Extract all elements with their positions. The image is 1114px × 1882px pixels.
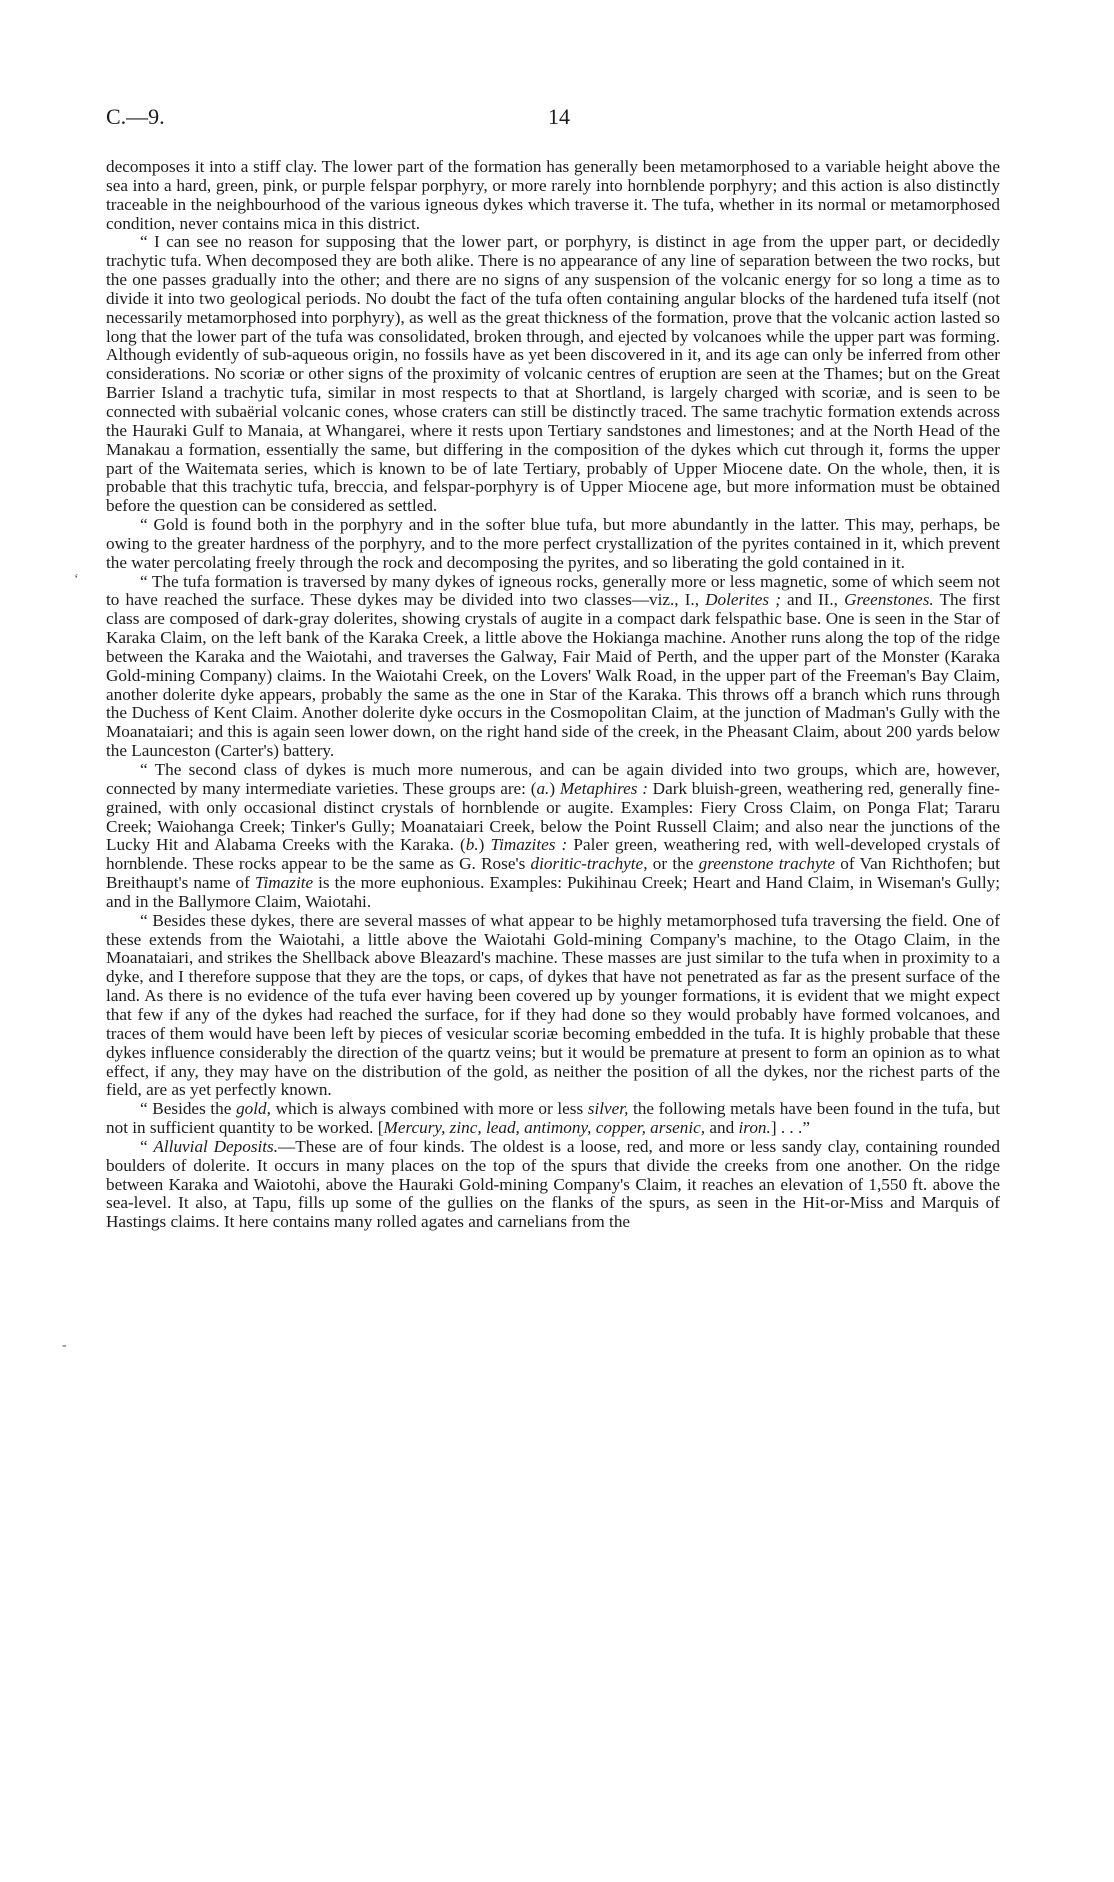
text-run: and (705, 1118, 739, 1138)
text-run: ) (478, 835, 491, 855)
text-run: “ Besides these dykes, there are several masses of what appear to be highly metamorphosed tufa traversing the field. One of these extends from the Waiotahi, a little above the Waiotahi Gold-mining Company's machine, to the Otago Claim, in the Moanataiari, and strikes the Shellback above Bleazard's machine. These masses are just similar to the tufa when in proximity to a dyke, and I therefore suppose that they are the tops, or caps, of dykes that have not penetrated as far as the present surface of the land. As there is no evidence of the tufa ever having been covered up by younger formations, it is evident that we might expect that few if any of the dykes had reached the surface, for if they had done so they would probably have formed volcanoes, and traces of them would have been left by pieces of vesicular scoriæ becoming embedded in the tufa. It is highly probable that these dykes influence considerably the direction of the quartz veins; but it would be premature at present to form an opinion as to what effect, if any, they may have on the distribution of the gold, as neither the position of all the dykes, nor the richest parts of the field, are as yet perfectly known. (106, 910, 1000, 1100)
page-number: 14 (548, 104, 570, 129)
text-run: and II., (780, 590, 845, 610)
margin-tick-mark: ‘ (74, 572, 79, 587)
text-run: “ I can see no reason for supposing that the lower part, or porphyry, is distinct in age from the upper part, or decidedly trachytic tufa. When decomposed they are both alike. There is no appearance of any line of separation between the two rocks, but the one passes gradually into the other; and there are no signs of any suspension of the volcanic energy for so long a time as to divide it into two geological periods. No doubt the fact of the tufa often containing angular blocks of the hardened tufa itself (not necessarily metamorphosed into porphyry), as well as the great thickness of the formation, prove that the volcanic action lasted so long that the lower part of the tufa was consolidated, broken through, and ejected by volcanoes while the upper part was forming. Although evidently of sub-aqueous origin, no fossils have as yet been discovered in it, and its age can only be inferred from other considerations. No scoriæ or other signs of the proximity of volcanic centres of eruption are seen at the Thames; but on the Great Barrier Island a trachytic tufa, similar in most respects to that at Shortland, is largely charged with scoriæ, and is seen to be connected with subaërial volcanic cones, whose craters can still be distinctly traced. The same trachytic formation extends across the Hauraki Gulf to Manaia, at Whangarei, where it rests upon Tertiary sandstones and limestones; and at the North Head of the Manakau a formation, essentially the same, but differing in the composition of the dykes which cut through it, forms the upper part of the Waitemata series, which is known to be of late Tertiary, probably of Upper Miocene date. On the whole, then, it is probable that this trachytic tufa, breccia, and felspar-porphyry is of Upper Miocene age, but more information must be obtained before the question can be considered as settled. (106, 232, 1000, 516)
text-run: The first class are composed of dark-gray dolerites, showing crystals of augite in a compact dark felspathic base. One is seen in the Star of Karaka Claim, on the left bank of the Karaka Creek, a little above the Hokianga machine. Another runs along the top of the ridge between the Karaka and the Waiotahi, and traverses the Galway, Fair Maid of Perth, and the upper part of the Monster (Karaka Gold-mining Company) claims. In the Waiotahi Creek, on the Lovers' Walk Road, in the upper part of the Freeman's Bay Claim, another dolerite dyke appears, probably the same as the one in Star of the Karaka. This throws off a branch which runs through the Duchess of Kent Claim. Another dolerite dyke occurs in the Cosmopolitan Claim, at the junction of Madman's Gully with the Moanataiari; and this is again seen lower down, on the right hand side of the creek, in the Pheasant Claim, about 200 yards below the Launceston (Carter's) battery. (106, 590, 1000, 761)
italic-text: Metaphires : (559, 778, 648, 798)
italic-text: Mercury, zinc, lead, antimony, copper, arsenic, (383, 1118, 706, 1138)
italic-text: a. (536, 778, 550, 798)
paragraph (106, 516, 1000, 573)
italic-text: b. (465, 835, 479, 855)
text-run: the following metals have been found in the tufa, but not in sufficient quantity to be worked. [ (106, 1099, 1000, 1138)
italic-text: iron. (738, 1118, 771, 1138)
document-reference: C.—9. (106, 104, 165, 129)
text-run: ) (549, 778, 560, 798)
margin-dash-mark: - (62, 1338, 67, 1353)
italic-text: greenstone trachyte (698, 854, 836, 874)
text-run: Paler green, weathering red, with well-developed crystals of hornblende. These rocks appear to be the same as G. Rose's (106, 835, 1000, 874)
italic-text: dioritic-trachyte, (530, 854, 648, 874)
text-run: of Van Richthofen; but Breithaupt's name of (106, 854, 1000, 893)
text-run: “ The tufa formation is traversed by many dykes of igneous rocks, generally more or less magnetic, some of which seem not to have reached the surface. These dykes may be divided into two classes—viz., I., (106, 571, 1000, 610)
text-run: or the (647, 854, 699, 874)
paragraph (106, 573, 1000, 761)
italic-text: silver, (587, 1099, 629, 1119)
text-run: Dark bluish-green, weathering red, generally fine-grained, with only occasional distinct crystals of hornblende or augite. Examples: Fiery Cross Claim, on Ponga Flat; Tararu Creek; Waiohanga Creek; Tinker's Gully; Moanataiari Creek, below the Point Russell Claim; and also near the junctions of the Lucky Hit and Alabama Creeks with the Karaka. ( (106, 778, 1000, 855)
italic-text: Alluvial Deposits. (153, 1136, 279, 1156)
italic-text: Timazite (254, 873, 314, 893)
text-run: “ The second class of dykes is much more numerous, and can be again divided into two groups, which are, however, connected by many intermediate varieties. These groups are: ( (106, 760, 1000, 798)
text-run: which is always combined with more or less (270, 1099, 588, 1119)
text-run: ] . . .” (770, 1118, 810, 1138)
text-run: is the more euphonious. Examples: Pukihinau Creek; Heart and Hand Claim, in Wiseman's Gully; and in the Ballymore Claim, Waiotahi. (106, 873, 1001, 911)
italic-text: Dolerites ; (705, 590, 781, 610)
text-run: “ Gold is found both in the porphyry and in the softer blue tufa, but more abundantly in the latter. This may, perhaps, be owing to the greater hardness of the porphyry, and to the more perfect crystallization of the pyrites contained in it, which prevent the water percolating freely through the rock and decomposing the pyrites, and so liberating the gold contained in it. (106, 515, 1000, 572)
paragraph (106, 1100, 1000, 1138)
text-run: “ Besides the (140, 1099, 237, 1119)
italic-text: Timazites : (490, 835, 568, 855)
paragraph (106, 761, 1000, 912)
body-text (106, 158, 1000, 1232)
italic-text: gold, (236, 1099, 271, 1119)
paragraph (106, 233, 1000, 516)
text-run: —These are of four kinds. The oldest is a loose, red, and more or less sandy clay, containing rounded boulders of dolerite. It occurs in many places on the top of the spurs that divide the creeks from one another. On the ridge between Karaka and Waiotohi, above the Hauraki Gold-mining Company's Claim, it reaches an elevation of 1,550 ft. above the sea-level. It also, at Tapu, fills up some of the gullies on the flanks of the spurs, as seen in the Hit-or-Miss and Marquis of Hastings claims. It here contains many rolled agates and carnelians from the (106, 1136, 1000, 1232)
paragraph (106, 1138, 1000, 1232)
paragraph (106, 158, 1000, 233)
italic-text: Greenstones. (844, 590, 934, 610)
text-run: “ (140, 1136, 154, 1156)
paragraph (106, 912, 1000, 1100)
text-run: decomposes it into a stiff clay. The lower part of the formation has generally been metamorphosed to a variable height above the sea into a hard, green, pink, or purple felspar porphyry, or more rarely into hornblende porphyry; and this action is also distinctly traceable in the neighbourhood of the various igneous dykes which traverse it. The tufa, whether in its normal or metamorphosed condition, never contains mica in this district. (106, 157, 1000, 233)
page-header (106, 104, 1006, 134)
